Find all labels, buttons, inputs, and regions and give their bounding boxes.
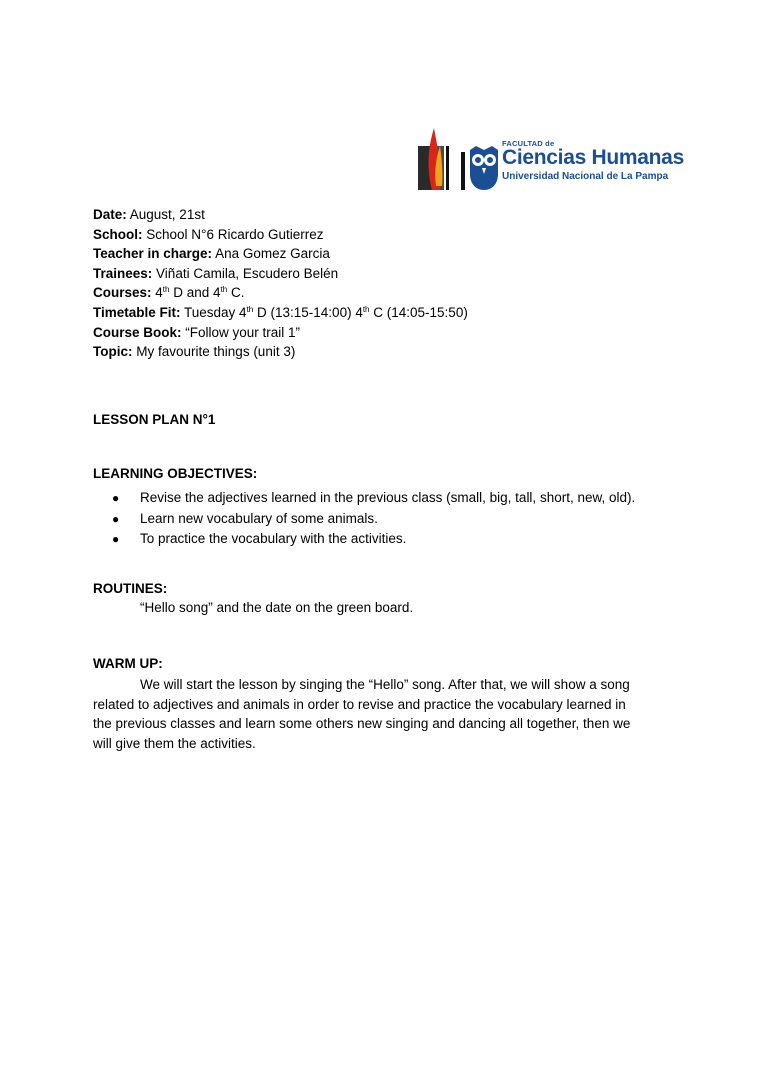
school-label: School: xyxy=(93,226,143,242)
owl-icon xyxy=(466,144,502,192)
warm-up-line: the previous classes and learn some others new singing and dancing all together, then we xyxy=(93,716,631,731)
warm-up-paragraph xyxy=(93,675,673,753)
trainees-line xyxy=(93,264,468,284)
courses-mid: D and xyxy=(173,285,210,301)
warm-up-title: WARM UP: xyxy=(93,656,163,671)
objectives-title: LEARNING OBJECTIVES: xyxy=(93,466,258,481)
timetable-sup1: th xyxy=(246,304,254,314)
teacher-value: Ana Gomez Garcia xyxy=(215,246,330,262)
teacher-label: Teacher in charge: xyxy=(93,246,213,262)
courses-num1: 4 xyxy=(155,285,163,301)
topic-value: My favourite things (unit 3) xyxy=(136,344,296,360)
teacher-line xyxy=(93,244,468,264)
bullet-icon: ● xyxy=(112,511,120,526)
school-value: School N°6 Ricardo Gutierrez xyxy=(146,226,324,242)
list-item xyxy=(112,529,635,550)
timetable-sup2: th xyxy=(362,304,370,314)
faculty-logo xyxy=(416,124,684,192)
bullet-icon: ● xyxy=(112,532,120,546)
coursebook-value: “Follow your trail 1” xyxy=(185,324,301,340)
lesson-meta xyxy=(93,205,468,362)
date-value: August, 21st xyxy=(129,207,205,222)
bullet-icon: ● xyxy=(112,491,120,505)
lesson-plan-title: LESSON PLAN N°1 xyxy=(93,412,216,427)
courses-num2: 4 xyxy=(213,285,221,301)
courses-line xyxy=(93,283,468,303)
trainees-label: Trainees: xyxy=(93,265,153,281)
logo-name-text: Ciencias Humanas xyxy=(502,146,684,169)
logo-faculty-text: FACULTAD de xyxy=(502,139,555,148)
routines-title: ROUTINES: xyxy=(93,581,168,596)
objective-text: To practice the vocabulary with the activities. xyxy=(140,531,407,546)
timetable-end: C (14:05-15:50) xyxy=(373,304,468,320)
objectives-list xyxy=(112,488,635,550)
routines-text: “Hello song” and the date on the green board. xyxy=(140,600,414,615)
objective-text: Revise the adjectives learned in the previous class (small, big, tall, short, new, old). xyxy=(140,490,636,505)
courses-sup1: th xyxy=(162,285,170,295)
timetable-mid: D (13:15-14:00) 4 xyxy=(257,304,363,320)
list-item xyxy=(112,509,635,530)
date-line xyxy=(93,205,468,225)
courses-end: C. xyxy=(230,285,245,301)
topic-line xyxy=(93,342,468,362)
objective-text: Learn new vocabulary of some animals. xyxy=(140,510,378,526)
timetable-pre: Tuesday 4 xyxy=(184,304,247,320)
date-label: Date: xyxy=(93,207,127,222)
warm-up-line: will give them the activities. xyxy=(93,735,256,751)
warm-up-line: We will start the lesson by singing the “Hello” song. After that, we will show a song xyxy=(140,677,630,692)
coursebook-line xyxy=(93,323,468,343)
school-line xyxy=(93,225,468,245)
coursebook-label: Course Book: xyxy=(93,324,182,340)
topic-label: Topic: xyxy=(93,344,133,360)
warm-up-line: related to adjectives and animals in order to revise and practice the vocabulary learned in xyxy=(93,696,626,712)
courses-sup2: th xyxy=(220,285,228,295)
list-item xyxy=(112,488,635,509)
timetable-label: Timetable Fit: xyxy=(93,304,181,320)
logo-university-text: Universidad Nacional de La Pampa xyxy=(502,171,669,182)
courses-label: Courses: xyxy=(93,285,152,301)
timetable-line xyxy=(93,303,468,323)
trainees-value: Viñati Camila, Escudero Belén xyxy=(156,265,339,281)
